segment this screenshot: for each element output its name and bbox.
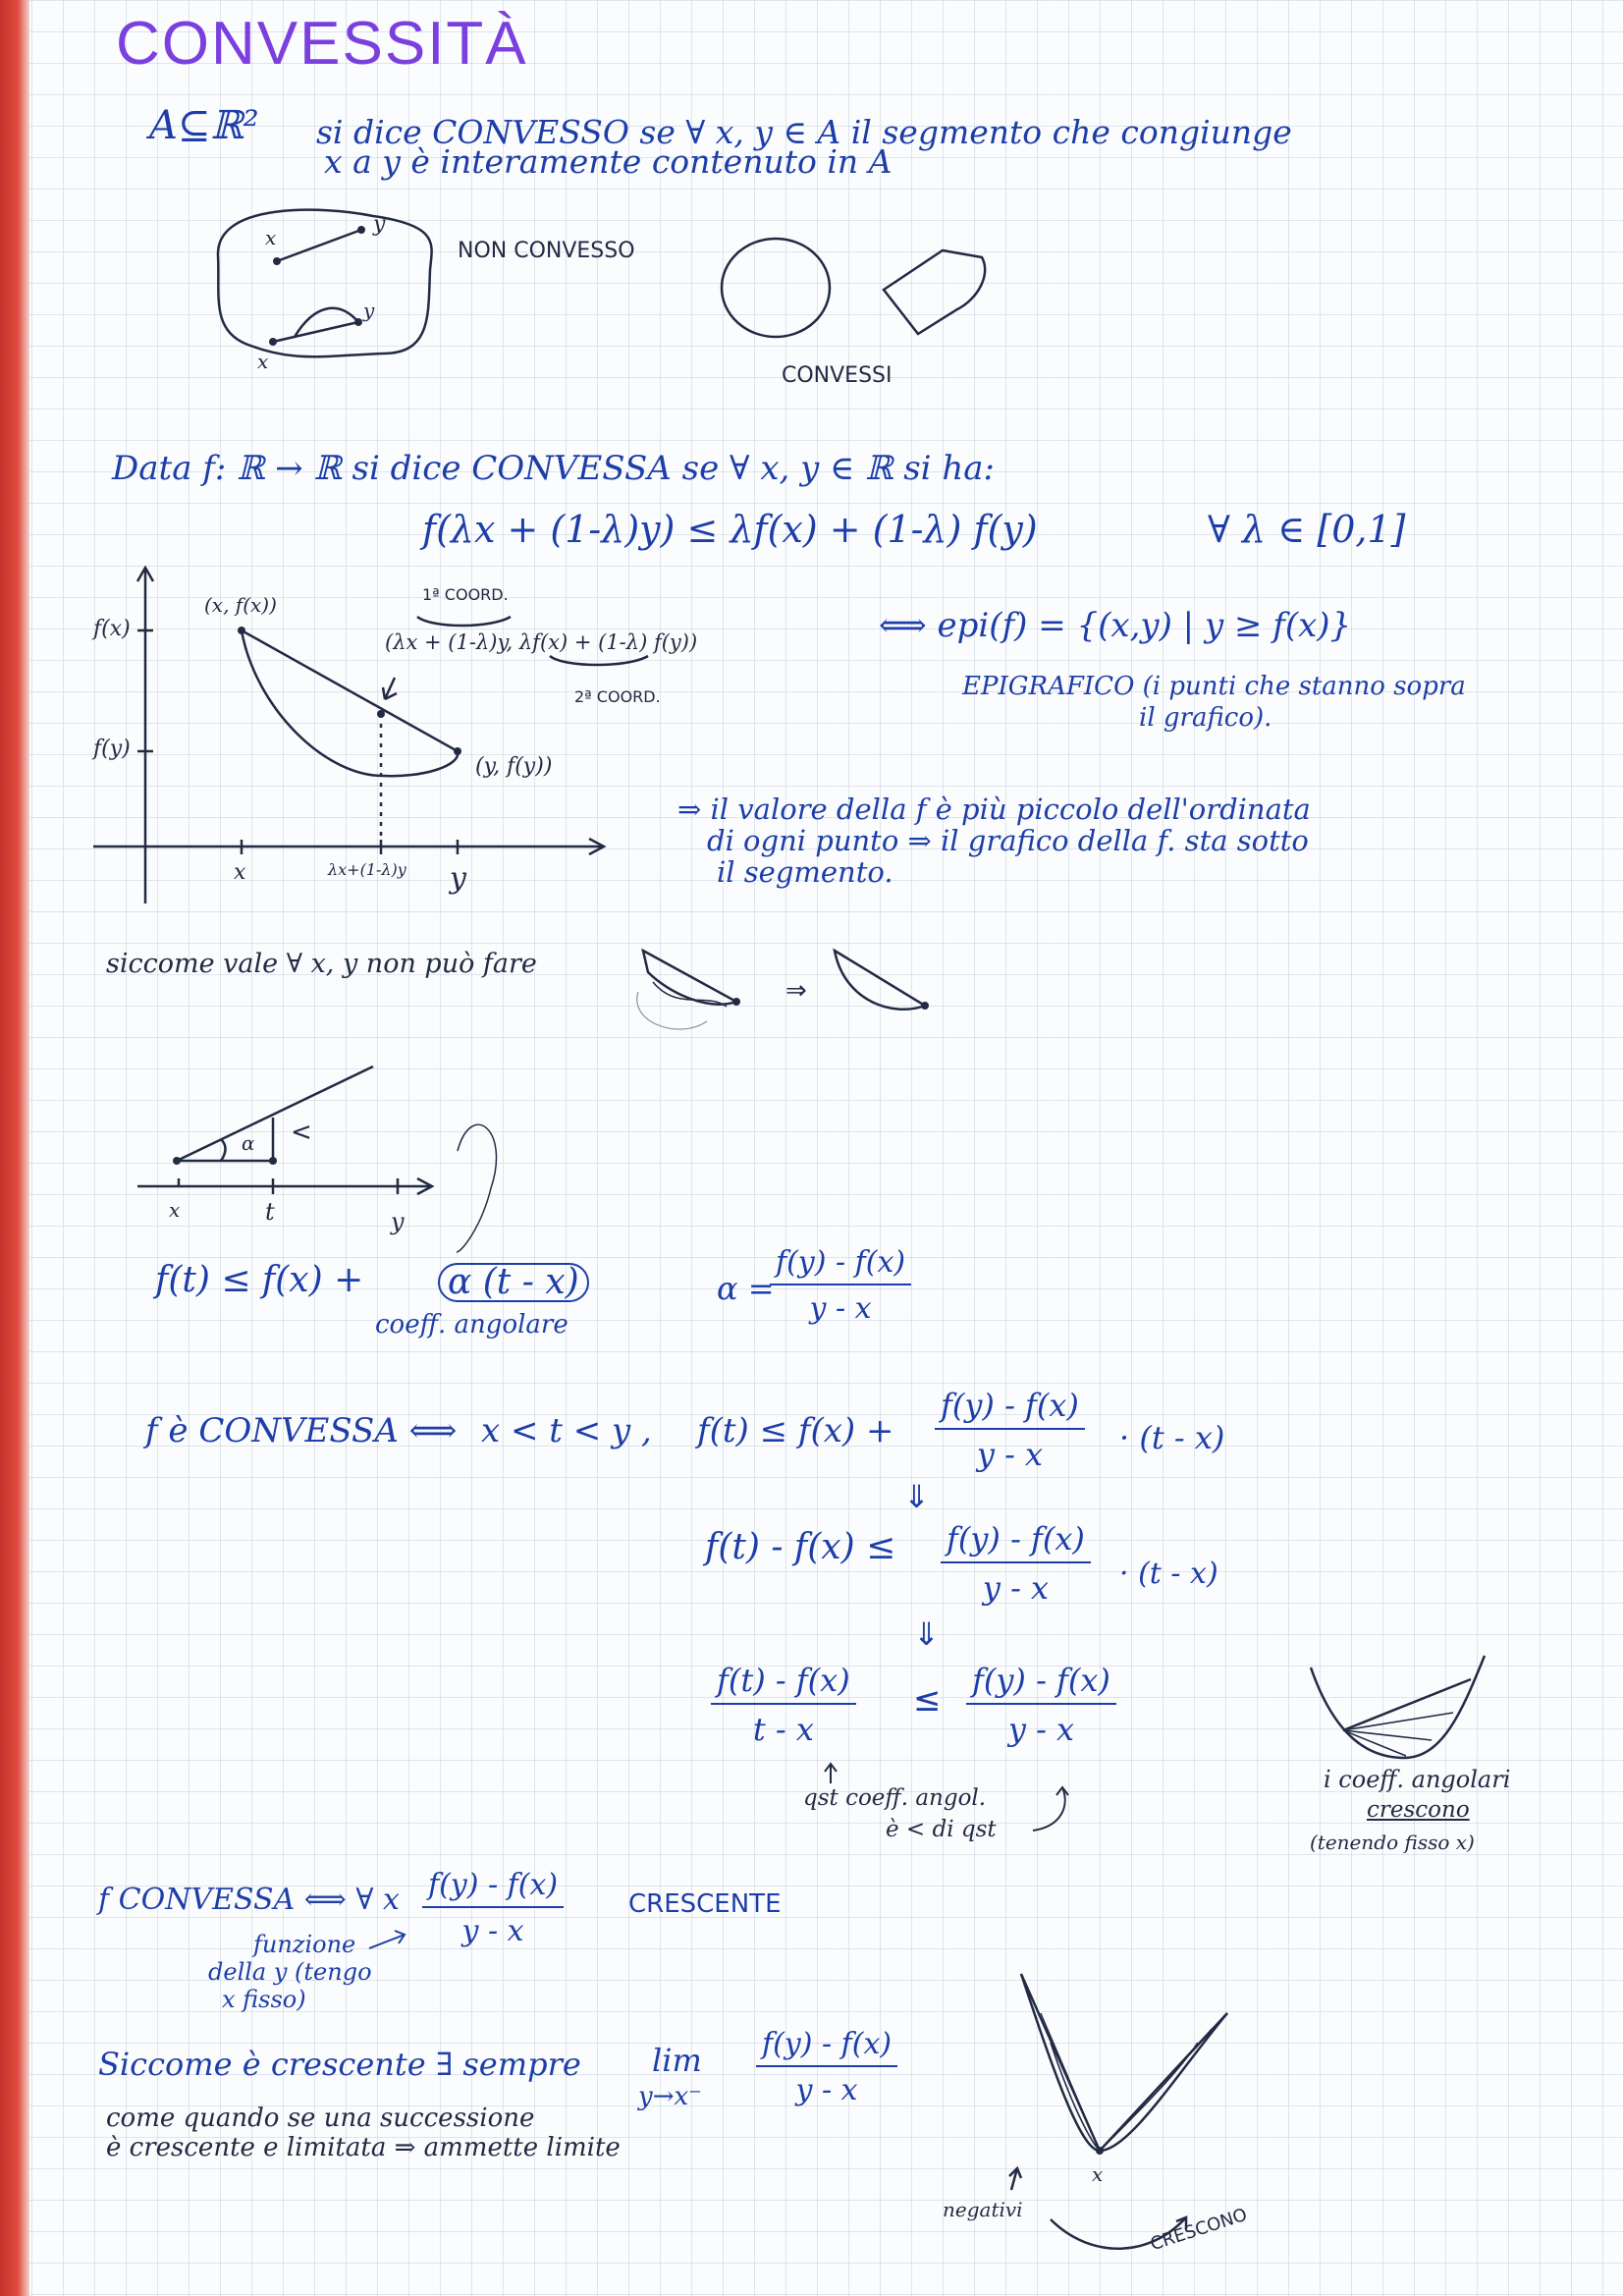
limit-line-3: è crescente e limitata ⇒ ammette limite [106, 2133, 621, 2162]
convex-iff-lhs: f è CONVESSA ⟺ [145, 1411, 458, 1450]
set-point-x2: x [257, 350, 269, 373]
convex-iff-inequality: f(t) ≤ f(x) + [697, 1411, 894, 1450]
graph-point-x: (x, f(x)) [204, 593, 277, 617]
epigraph-label: EPIGRAFICO (i punti che stanno sopra [962, 672, 1466, 701]
step2-denominator: y - x [982, 1569, 1050, 1607]
increasing-rhs: CRESCENTE [628, 1889, 782, 1919]
set-point-x: x [265, 226, 277, 249]
growing-label: CRESCONO [1148, 2204, 1250, 2256]
implication-line-2: di ogni punto ⇒ il grafico della f. sta sotto [707, 824, 1309, 857]
limit-line-2: come quando se una successione [106, 2104, 535, 2133]
convex-iff-numerator: f(y) - f(x) [935, 1387, 1085, 1430]
convex-label: CONVESSI [782, 363, 893, 388]
since-arrow: ⇒ [785, 976, 807, 1006]
step2-numerator: f(y) - f(x) [941, 1520, 1091, 1563]
step3-left-numerator: f(t) - f(x) [711, 1662, 856, 1705]
limit-subscript: y→x⁻ [638, 2082, 702, 2111]
second-coordinate-label: 2ª COORD. [574, 687, 661, 706]
set-point-y2: y [363, 299, 375, 322]
convex-iff-tail: · (t - x) [1119, 1419, 1225, 1456]
limit-line-1: Siccome è crescente ∃ sempre [98, 2046, 581, 2083]
parabola-note-2: crescono [1367, 1797, 1470, 1823]
page-title: CONVESSITÀ [116, 10, 528, 78]
graph-point-y: (y, f(y)) [475, 754, 553, 779]
step3-note-2: è < di qst [886, 1817, 997, 1842]
parabola-note-1: i coeff. angolari [1324, 1766, 1511, 1793]
set-definition-lhs: A⊆ℝ² [149, 103, 259, 148]
tick-y: y [450, 861, 466, 896]
mid-point-label: (λx + (1-λ)y, λf(x) + (1-λ) f(y)) [385, 630, 698, 654]
increasing-denominator: y - x [461, 1914, 524, 1948]
slope-alpha: α [242, 1131, 255, 1155]
since-text: siccome vale ∀ x, y non può fare [106, 949, 537, 979]
graph-label-fx: f(x) [93, 617, 131, 641]
step3-operator: ≤ [913, 1680, 942, 1720]
alpha-equals: α = [717, 1270, 775, 1307]
down-arrow-2: ⇓ [913, 1615, 940, 1653]
implication-line-3: il segmento. [717, 855, 893, 889]
increasing-note-3: x fisso) [222, 1986, 306, 2013]
graph-label-fy: f(y) [93, 737, 131, 761]
step2-lhs: f(t) - f(x) ≤ [705, 1527, 896, 1567]
slope-y: y [391, 1208, 405, 1235]
set-definition-line1: si dice CONVESSO se ∀ x, y ∈ A il segmento che congiunge [316, 113, 1292, 151]
slope-arrow: < [291, 1118, 312, 1147]
increasing-note-1: funzione [253, 1931, 356, 1958]
first-coordinate-label: 1ª COORD. [422, 585, 509, 604]
tangent-inequality: f(t) ≤ f(x) + [155, 1260, 364, 1300]
step3-right-denominator: y - x [1007, 1711, 1075, 1748]
epigraph-formula: ⟺ epi(f) = {(x,y) | y ≥ f(x)} [879, 606, 1352, 645]
function-definition: Data f: ℝ → ℝ si dice CONVESSA se ∀ x, y ∈ ℝ si ha: [112, 449, 995, 488]
slope-t: t [265, 1198, 275, 1226]
slope-x: x [169, 1198, 181, 1222]
lambda-range: ∀ λ ∈ [0,1] [1208, 508, 1406, 551]
non-convex-label: NON CONVESSO [458, 239, 635, 263]
epigraph-label-2: il grafico). [1139, 703, 1272, 733]
limit-word: lim [652, 2042, 702, 2079]
convex-iff-condition: x < t < y , [481, 1411, 652, 1450]
set-definition-line2: x a y è interamente contenuto in A [324, 142, 893, 181]
parabola-note-3: (tenendo fisso x) [1310, 1831, 1475, 1854]
down-arrow-1: ⇓ [903, 1478, 930, 1515]
step3-right-numerator: f(y) - f(x) [966, 1662, 1116, 1705]
alpha-denominator: y - x [809, 1291, 872, 1326]
limit-numerator: f(y) - f(x) [756, 2027, 897, 2067]
alpha-numerator: f(y) - f(x) [770, 1245, 911, 1285]
step2-tail: · (t - x) [1119, 1557, 1218, 1591]
tick-x: x [234, 860, 246, 885]
tick-mid: λx+(1-λ)y [328, 860, 406, 879]
implication-line-1: ⇒ il valore della f è più piccolo dell'ordinata [677, 793, 1311, 826]
slope-term-note: coeff. angolare [375, 1310, 568, 1339]
convex-iff-denominator: y - x [976, 1436, 1044, 1473]
limit-denominator: y - x [795, 2073, 858, 2107]
step3-left-denominator: t - x [752, 1711, 814, 1748]
convexity-inequality: f(λx + (1-λ)y) ≤ λf(x) + (1-λ) f(y) [422, 508, 1038, 551]
negative-label: negativi [943, 2198, 1023, 2221]
limit-x-label: x [1092, 2162, 1104, 2186]
increasing-note-2: della y (tengo [208, 1958, 372, 1986]
slope-term: α (t - x) [438, 1263, 589, 1302]
increasing-lhs: f CONVESSA ⟺ ∀ x [98, 1883, 400, 1917]
increasing-numerator: f(y) - f(x) [422, 1868, 564, 1908]
set-point-y: y [373, 212, 386, 237]
step3-note-1: qst coeff. angol. [803, 1785, 987, 1811]
